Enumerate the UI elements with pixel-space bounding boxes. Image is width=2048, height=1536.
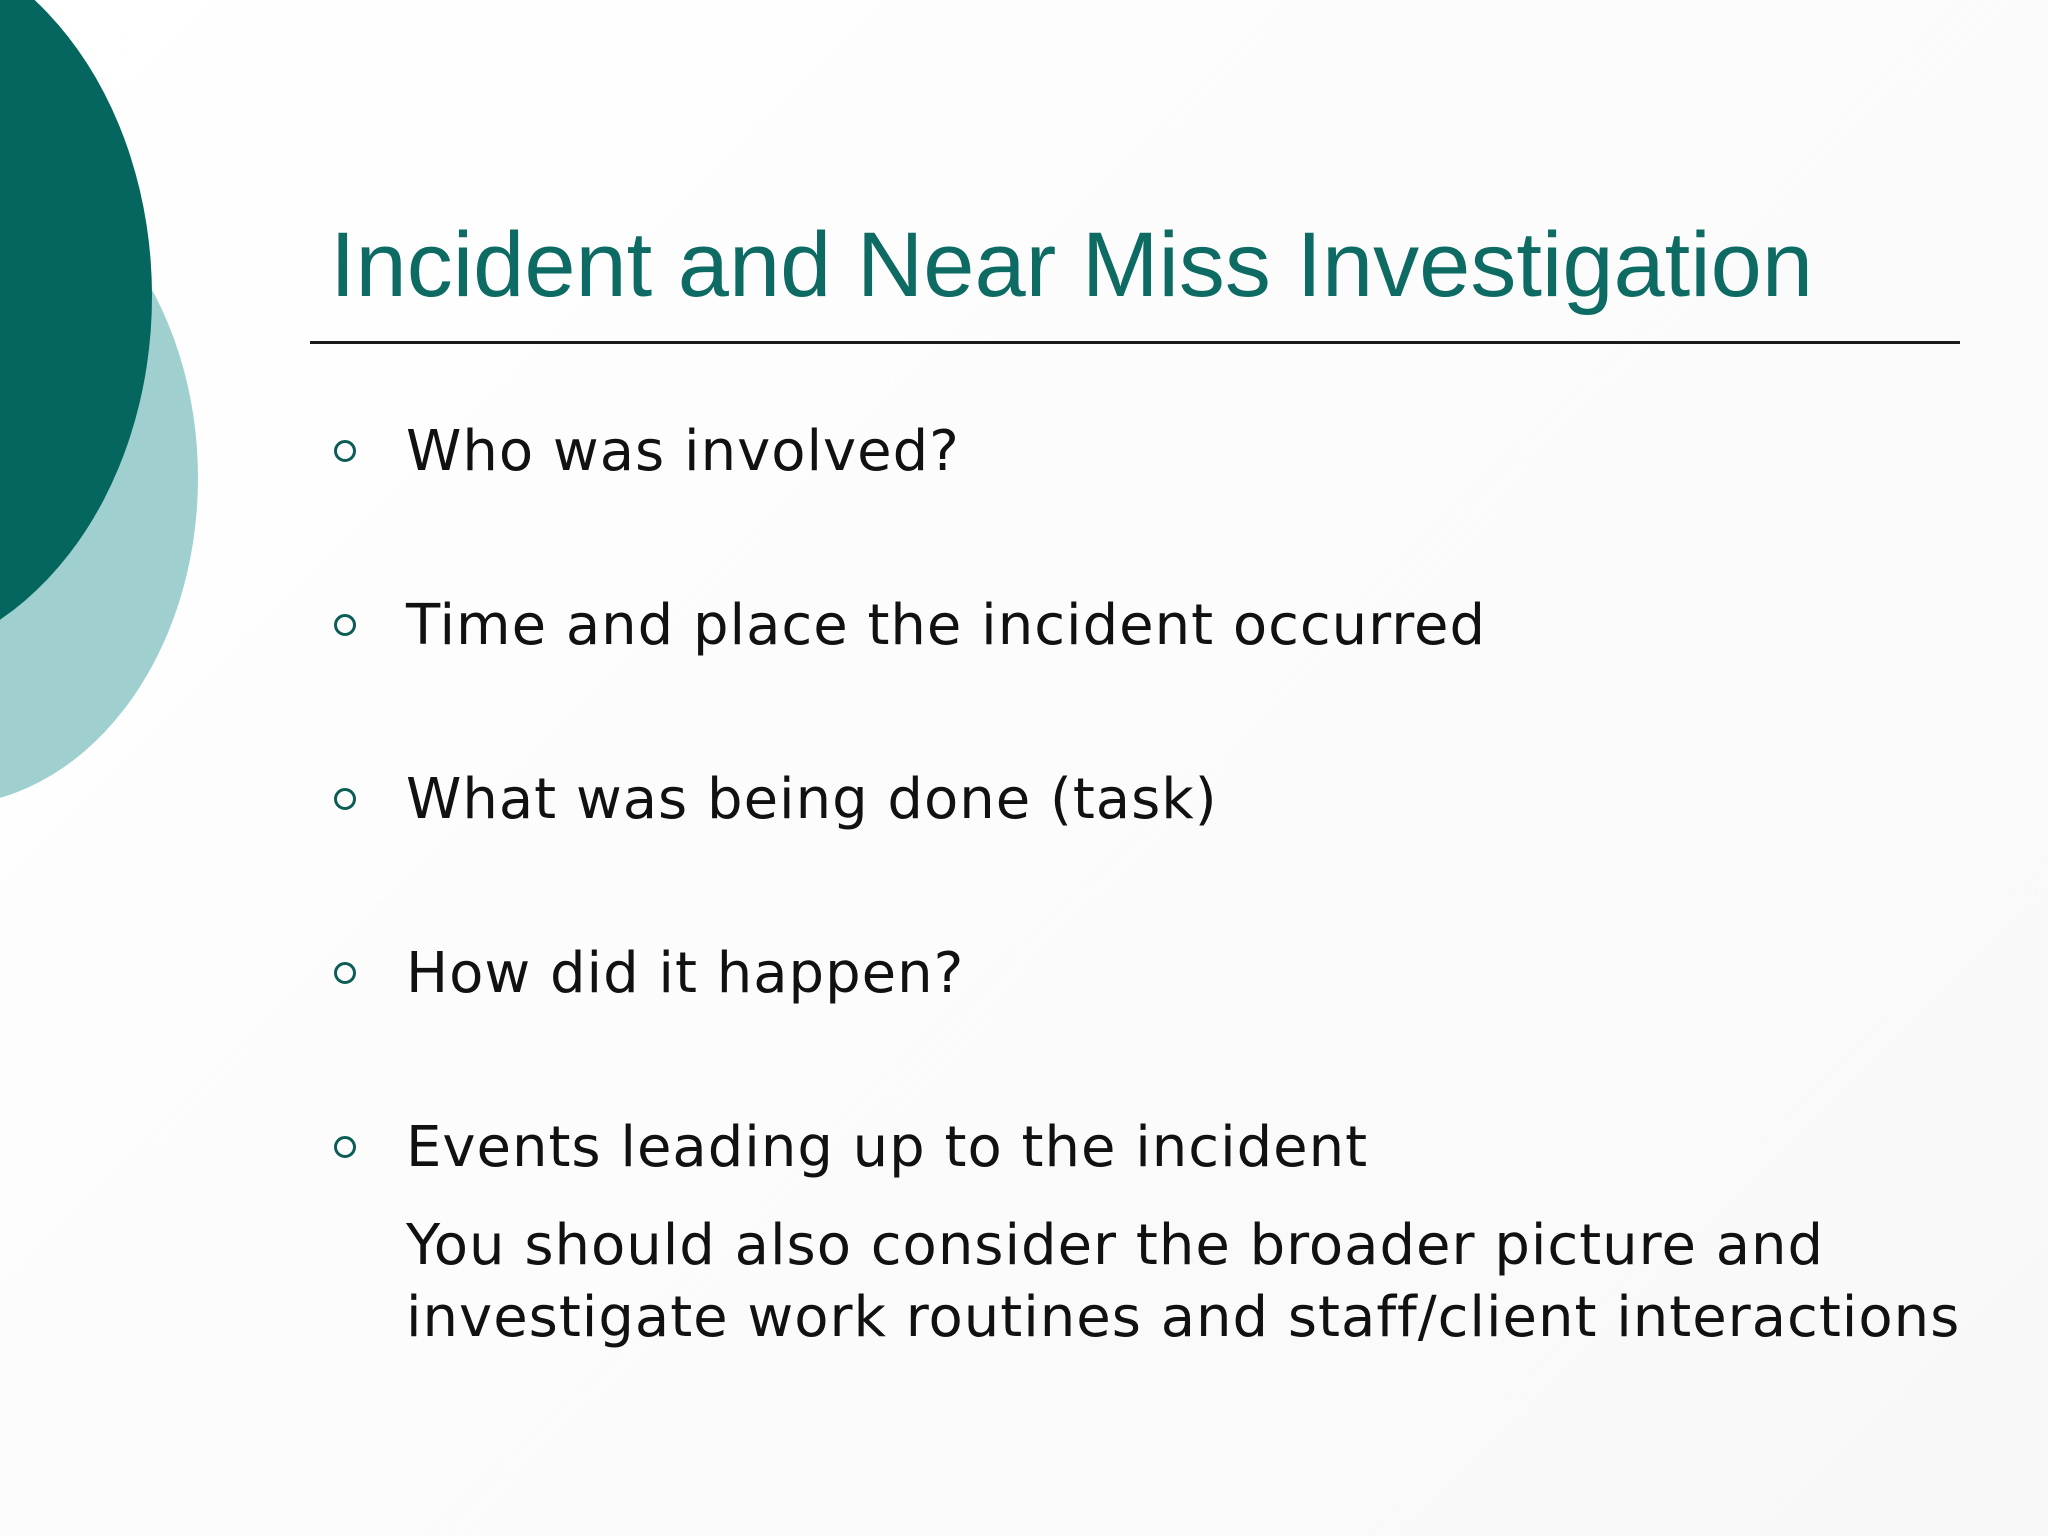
bullet-item [330, 768, 1970, 942]
bullet-text: Events leading up to the incident [406, 1115, 1369, 1180]
bullet-item [330, 594, 1970, 768]
bullet-text: How did it happen? [406, 941, 965, 1006]
bullet-text: What was being done (task) [406, 767, 1218, 832]
circle-bullet-icon [334, 962, 356, 984]
slide-title: Incident and Near Miss Investigation [330, 214, 1814, 316]
bullet-text: Time and place the incident occurred [406, 593, 1486, 658]
bullet-text: Who was involved? [406, 419, 960, 484]
bullet-item [330, 942, 1970, 1116]
bullet-item [330, 420, 1970, 594]
bullet-list [330, 420, 1970, 1290]
circle-bullet-icon [334, 788, 356, 810]
bullet-subtext: You should also consider the broader picture and investigate work routines and staff/client interactions [406, 1213, 1961, 1350]
circle-bullet-icon [334, 440, 356, 462]
circle-bullet-icon [334, 1136, 356, 1158]
circle-bullet-icon [334, 614, 356, 636]
title-divider [310, 341, 1960, 344]
